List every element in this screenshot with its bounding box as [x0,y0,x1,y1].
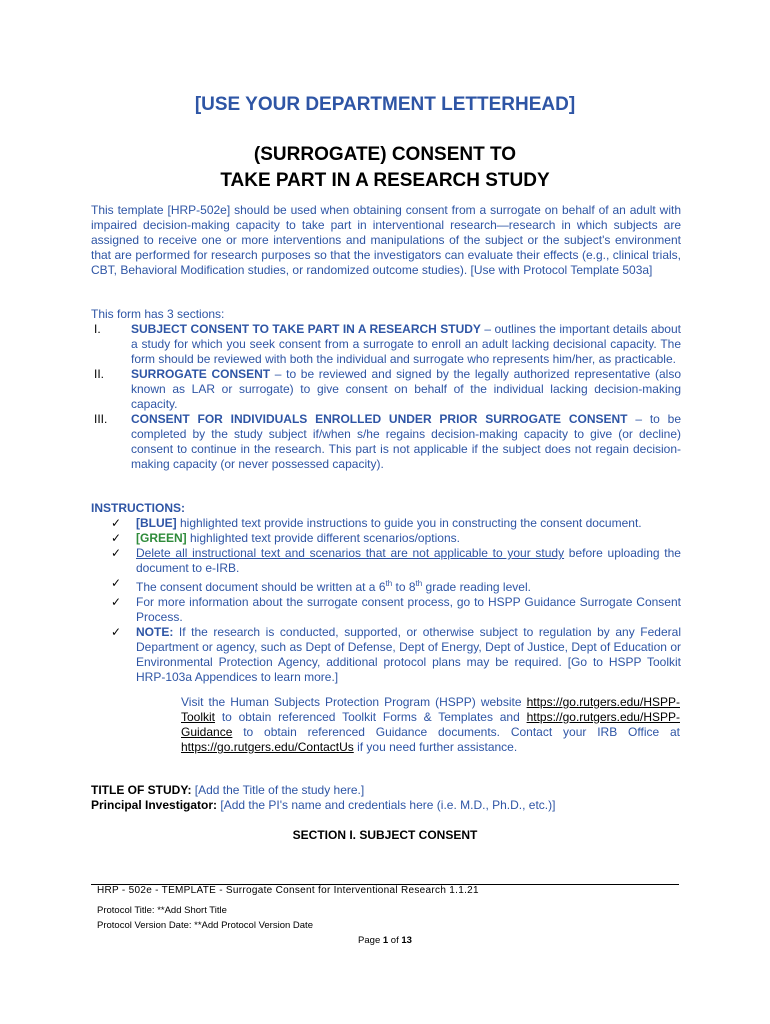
protocol-title: Protocol Title: **Add Short Title [97,905,227,916]
section-number: III. [94,412,108,426]
footer-protocol-info [97,903,313,933]
contact-us-link[interactable]: https://go.rutgers.edu/ContactUs [181,740,354,754]
instructions-heading: INSTRUCTIONS: [91,501,185,515]
instruction-item: ✓ The consent document should be written at a 6th to 8th grade reading level. [111,576,531,594]
section-description: – to be completed by the study subject if/when s/he regains decision-making capacity to give (or decline) consent to continue in the research. This part is not applicable if the subject does not regain decision-making capacity (or never possessed capacity). [131,412,681,471]
section-item [91,322,681,367]
instruction-item: ✓ [BLUE] highlighted text provide instructions to guide you in constructing the consent document. [111,516,642,530]
section-title: SURROGATE CONSENT [131,367,271,381]
section-1-heading: SECTION I. SUBJECT CONSENT [292,828,478,842]
letterhead-placeholder: [USE YOUR DEPARTMENT LETTERHEAD] [194,94,576,115]
study-info [91,783,681,813]
instruction-item: ✓ [GREEN] highlighted text provide different scenarios/options. [111,531,460,545]
blue-tag: [BLUE] [136,516,177,530]
note-label: NOTE: [136,625,174,639]
section-description: – to be reviewed and signed by the legally authorized representative (also known as LAR or surrogate) to give consent on behalf of the individual lacking decision-making capacity. [131,367,681,411]
page-number: Page 1 of 13 [358,935,412,946]
section-description: – outlines the important details about a study for which you seek consent from a surrogate to enroll an adult lacking decisional capacity. The form should be reviewed with both the individual and surrogate who represents him/her, as practicable. [131,322,681,366]
instruction-item: ✓ For more information about the surrogate consent process, go to HSPP Guidance Surrogate Consent Process. [111,595,681,624]
checkmark-icon: ✓ [111,531,122,545]
checkmark-icon: ✓ [111,576,122,590]
study-title: TITLE OF STUDY: [Add the Title of the study here.] [91,783,365,797]
title-line-1: (SURROGATE) CONSENT TO [253,144,517,165]
hspp-guidance-link[interactable]: https://go.rutgers.edu/HSPP-Guidance [181,710,680,739]
instructions-list [91,516,681,685]
sections-list [91,322,681,472]
instruction-item: ✓ Delete all instructional text and scenarios that are not applicable to your study before uploading the document to e-IRB. [111,546,681,575]
section-title: SUBJECT CONSENT TO TAKE PART IN A RESEARCH STUDY [131,322,481,336]
checkmark-icon: ✓ [111,546,122,560]
section-item [91,367,681,412]
instruction-item: ✓ NOTE: If the research is conducted, supported, or otherwise subject to regulation by any Federal Department or agency, such as Dept of Defense, Dept of Energy, Dept of Justice, Dept of Education or Environmental Protection Agency, additional protocol plans may be required. [Go to HSPP Toolkit HRP-103a Appendices to learn more.] [111,625,681,684]
hspp-website-info: Visit the Human Subjects Protection Program (HSPP) website https://go.rutgers.edu/HSPP-Toolkit to obtain referenced Toolkit Forms & Templates and https://go.rutgers.edu/HSPP-Guidance to obtain referenced Guidance documents. Contact your IRB Office at https://go.rutgers.edu/ContactUs if you need further assistance. [181,695,680,754]
principal-investigator: Principal Investigator: [Add the PI's name and credentials here (i.e. M.D., Ph.D., etc.)] [91,798,556,812]
template-intro: This template [HRP-502e] should be used when obtaining consent from a surrogate on behalf of an adult with impaired decision-making capacity to take part in interventional research—research in which subjects are assigned to receive one or more interventions and manipulations of the subject or the subject's environment that are performed for research purposes so that the investigators can evaluate their effects (e.g., clinical trials, CBT, Behavioral Modification studies, or randomized outcome studies). [Use with Protocol Template 503a] [91,203,681,277]
delete-instruction: Delete all instructional text and scenarios that are not applicable to your study [136,546,565,560]
green-tag: [GREEN] [136,531,187,545]
section-number: I. [94,322,101,336]
checkmark-icon: ✓ [111,595,122,609]
hspp-toolkit-link[interactable]: https://go.rutgers.edu/HSPP-Toolkit [181,695,680,724]
section-number: II. [94,367,105,381]
protocol-version: Protocol Version Date: **Add Protocol Version Date [97,920,313,931]
sections-heading: This form has 3 sections: [91,307,225,321]
checkmark-icon: ✓ [111,625,122,639]
footer-template-id: HRP - 502e - TEMPLATE - Surrogate Consent for Interventional Research 1.1.21 [97,885,479,896]
section-item [91,412,681,472]
section-title: CONSENT FOR INDIVIDUALS ENROLLED UNDER PRIOR SURROGATE CONSENT [131,412,628,426]
checkmark-icon: ✓ [111,516,122,530]
document-title [0,142,770,194]
title-line-2: TAKE PART IN A RESEARCH STUDY [220,170,550,191]
